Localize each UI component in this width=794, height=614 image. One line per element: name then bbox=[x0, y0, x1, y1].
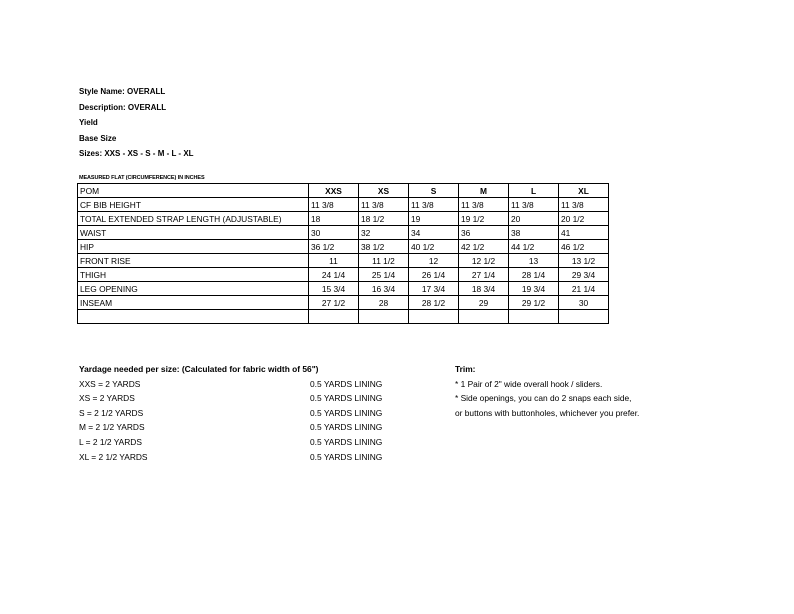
measurement-cell: 18 3/4 bbox=[459, 282, 509, 296]
pom-cell: HIP bbox=[78, 240, 309, 254]
pom-cell: LEG OPENING bbox=[78, 282, 309, 296]
measurement-cell: 36 1/2 bbox=[309, 240, 359, 254]
measurement-cell: 34 bbox=[409, 226, 459, 240]
measurement-cell: 16 3/4 bbox=[359, 282, 409, 296]
measurement-cell bbox=[309, 310, 359, 324]
measurement-cell: 46 1/2 bbox=[559, 240, 609, 254]
table-row bbox=[78, 240, 609, 254]
measurement-cell: 11 3/8 bbox=[409, 198, 459, 212]
measurement-cell: 42 1/2 bbox=[459, 240, 509, 254]
measurement-cell: 11 3/8 bbox=[509, 198, 559, 212]
measurement-cell: 19 1/2 bbox=[459, 212, 509, 226]
pom-cell: CF BIB HEIGHT bbox=[78, 198, 309, 212]
trim-line: or buttons with buttonholes, whichever you prefer. bbox=[455, 407, 640, 418]
yardage-list bbox=[79, 377, 383, 465]
style-name: Style Name: OVERALL bbox=[79, 87, 166, 96]
measurement-cell: 30 bbox=[309, 226, 359, 240]
yardage-lining: 0.5 YARDS LINING bbox=[310, 451, 383, 462]
measurement-cell: 44 1/2 bbox=[509, 240, 559, 254]
measurement-cell: 13 1/2 bbox=[559, 254, 609, 268]
pom-cell bbox=[78, 310, 309, 324]
measurement-cell bbox=[509, 310, 559, 324]
yardage-size: XS = 2 YARDS bbox=[79, 393, 135, 404]
yardage-section bbox=[79, 362, 383, 464]
measurement-cell: 27 1/4 bbox=[459, 268, 509, 282]
yardage-lining: 0.5 YARDS LINING bbox=[310, 436, 383, 447]
yardage-row bbox=[79, 450, 383, 465]
measurement-cell: 28 1/4 bbox=[509, 268, 559, 282]
yardage-lining: 0.5 YARDS LINING bbox=[310, 393, 383, 404]
yardage-row bbox=[79, 377, 383, 392]
yardage-lining: 0.5 YARDS LINING bbox=[310, 378, 383, 389]
measurement-cell: 29 1/2 bbox=[509, 296, 559, 310]
table-body bbox=[78, 198, 609, 324]
measurement-cell: 32 bbox=[359, 226, 409, 240]
table-row bbox=[78, 254, 609, 268]
yardage-row bbox=[79, 420, 383, 435]
pom-cell: FRONT RISE bbox=[78, 254, 309, 268]
size-spec-table bbox=[77, 183, 609, 324]
measurement-cell: 11 3/8 bbox=[309, 198, 359, 212]
trim-list bbox=[455, 377, 639, 421]
measurement-cell: 12 bbox=[409, 254, 459, 268]
column-header-s: S bbox=[409, 184, 459, 198]
yardage-row bbox=[79, 435, 383, 450]
column-header-xs: XS bbox=[359, 184, 409, 198]
measurement-cell: 29 3/4 bbox=[559, 268, 609, 282]
trim-line: * Side openings, you can do 2 snaps each side, bbox=[455, 393, 632, 404]
measurement-cell: 18 bbox=[309, 212, 359, 226]
yardage-lining: 0.5 YARDS LINING bbox=[310, 407, 383, 418]
yardage-size: XL = 2 1/2 YARDS bbox=[79, 451, 148, 462]
measurement-cell: 11 3/8 bbox=[559, 198, 609, 212]
yield-label: Yield bbox=[79, 118, 98, 127]
pom-cell: TOTAL EXTENDED STRAP LENGTH (ADJUSTABLE) bbox=[78, 212, 309, 226]
measurement-cell bbox=[409, 310, 459, 324]
sizes-line: Sizes: XXS - XS - S - M - L - XL bbox=[79, 149, 194, 158]
measurement-cell bbox=[359, 310, 409, 324]
table-row bbox=[78, 268, 609, 282]
yardage-size: L = 2 1/2 YARDS bbox=[79, 436, 142, 447]
table-header-row bbox=[78, 184, 609, 198]
trim-line: * 1 Pair of 2" wide overall hook / sliders. bbox=[455, 378, 603, 389]
column-header-l: L bbox=[509, 184, 559, 198]
yardage-size: S = 2 1/2 YARDS bbox=[79, 407, 144, 418]
pom-cell: WAIST bbox=[78, 226, 309, 240]
table-row bbox=[78, 226, 609, 240]
measurement-cell: 28 1/2 bbox=[409, 296, 459, 310]
style-header bbox=[79, 84, 194, 162]
measurement-cell: 28 bbox=[359, 296, 409, 310]
yardage-row bbox=[79, 391, 383, 406]
measurement-cell: 12 1/2 bbox=[459, 254, 509, 268]
yardage-row bbox=[79, 406, 383, 421]
measurement-cell: 30 bbox=[559, 296, 609, 310]
base-size-label: Base Size bbox=[79, 133, 117, 143]
yardage-title: Yardage needed per size: (Calculated for fabric width of 56") bbox=[79, 364, 319, 374]
yardage-size: XXS = 2 YARDS bbox=[79, 378, 141, 389]
measurement-cell bbox=[459, 310, 509, 324]
trim-section bbox=[455, 362, 639, 420]
measurement-cell: 19 bbox=[409, 212, 459, 226]
measurement-cell: 40 1/2 bbox=[409, 240, 459, 254]
measurement-cell: 29 bbox=[459, 296, 509, 310]
measurement-cell: 15 3/4 bbox=[309, 282, 359, 296]
measurement-cell: 11 1/2 bbox=[359, 254, 409, 268]
column-header-xl: XL bbox=[559, 184, 609, 198]
yardage-lining: 0.5 YARDS LINING bbox=[310, 422, 383, 433]
column-header-pom: POM bbox=[78, 184, 309, 198]
yardage-size: M = 2 1/2 YARDS bbox=[79, 422, 145, 433]
table-row bbox=[78, 198, 609, 212]
measurement-cell: 41 bbox=[559, 226, 609, 240]
table-row bbox=[78, 282, 609, 296]
measurement-cell: 24 1/4 bbox=[309, 268, 359, 282]
measurement-cell bbox=[559, 310, 609, 324]
measurement-cell: 19 3/4 bbox=[509, 282, 559, 296]
pom-cell: INSEAM bbox=[78, 296, 309, 310]
measurement-cell: 11 bbox=[309, 254, 359, 268]
measure-caption: MEASURED FLAT (CIRCUMFERENCE) IN INCHES bbox=[79, 175, 205, 181]
table-row bbox=[78, 212, 609, 226]
measurement-cell: 38 bbox=[509, 226, 559, 240]
trim-title: Trim: bbox=[455, 364, 476, 374]
measurement-cell: 21 1/4 bbox=[559, 282, 609, 296]
measurement-cell: 20 1/2 bbox=[559, 212, 609, 226]
measurement-cell: 27 1/2 bbox=[309, 296, 359, 310]
measurement-cell: 11 3/8 bbox=[459, 198, 509, 212]
measurement-cell: 36 bbox=[459, 226, 509, 240]
measurement-cell: 18 1/2 bbox=[359, 212, 409, 226]
table-row bbox=[78, 310, 609, 324]
table-row bbox=[78, 296, 609, 310]
measurement-cell: 11 3/8 bbox=[359, 198, 409, 212]
measurement-cell: 26 1/4 bbox=[409, 268, 459, 282]
column-header-xxs: XXS bbox=[309, 184, 359, 198]
measurement-cell: 20 bbox=[509, 212, 559, 226]
measurement-cell: 17 3/4 bbox=[409, 282, 459, 296]
description: Description: OVERALL bbox=[79, 102, 167, 112]
measurement-cell: 38 1/2 bbox=[359, 240, 409, 254]
column-header-m: M bbox=[459, 184, 509, 198]
pom-cell: THIGH bbox=[78, 268, 309, 282]
measurement-cell: 13 bbox=[509, 254, 559, 268]
measurement-cell: 25 1/4 bbox=[359, 268, 409, 282]
